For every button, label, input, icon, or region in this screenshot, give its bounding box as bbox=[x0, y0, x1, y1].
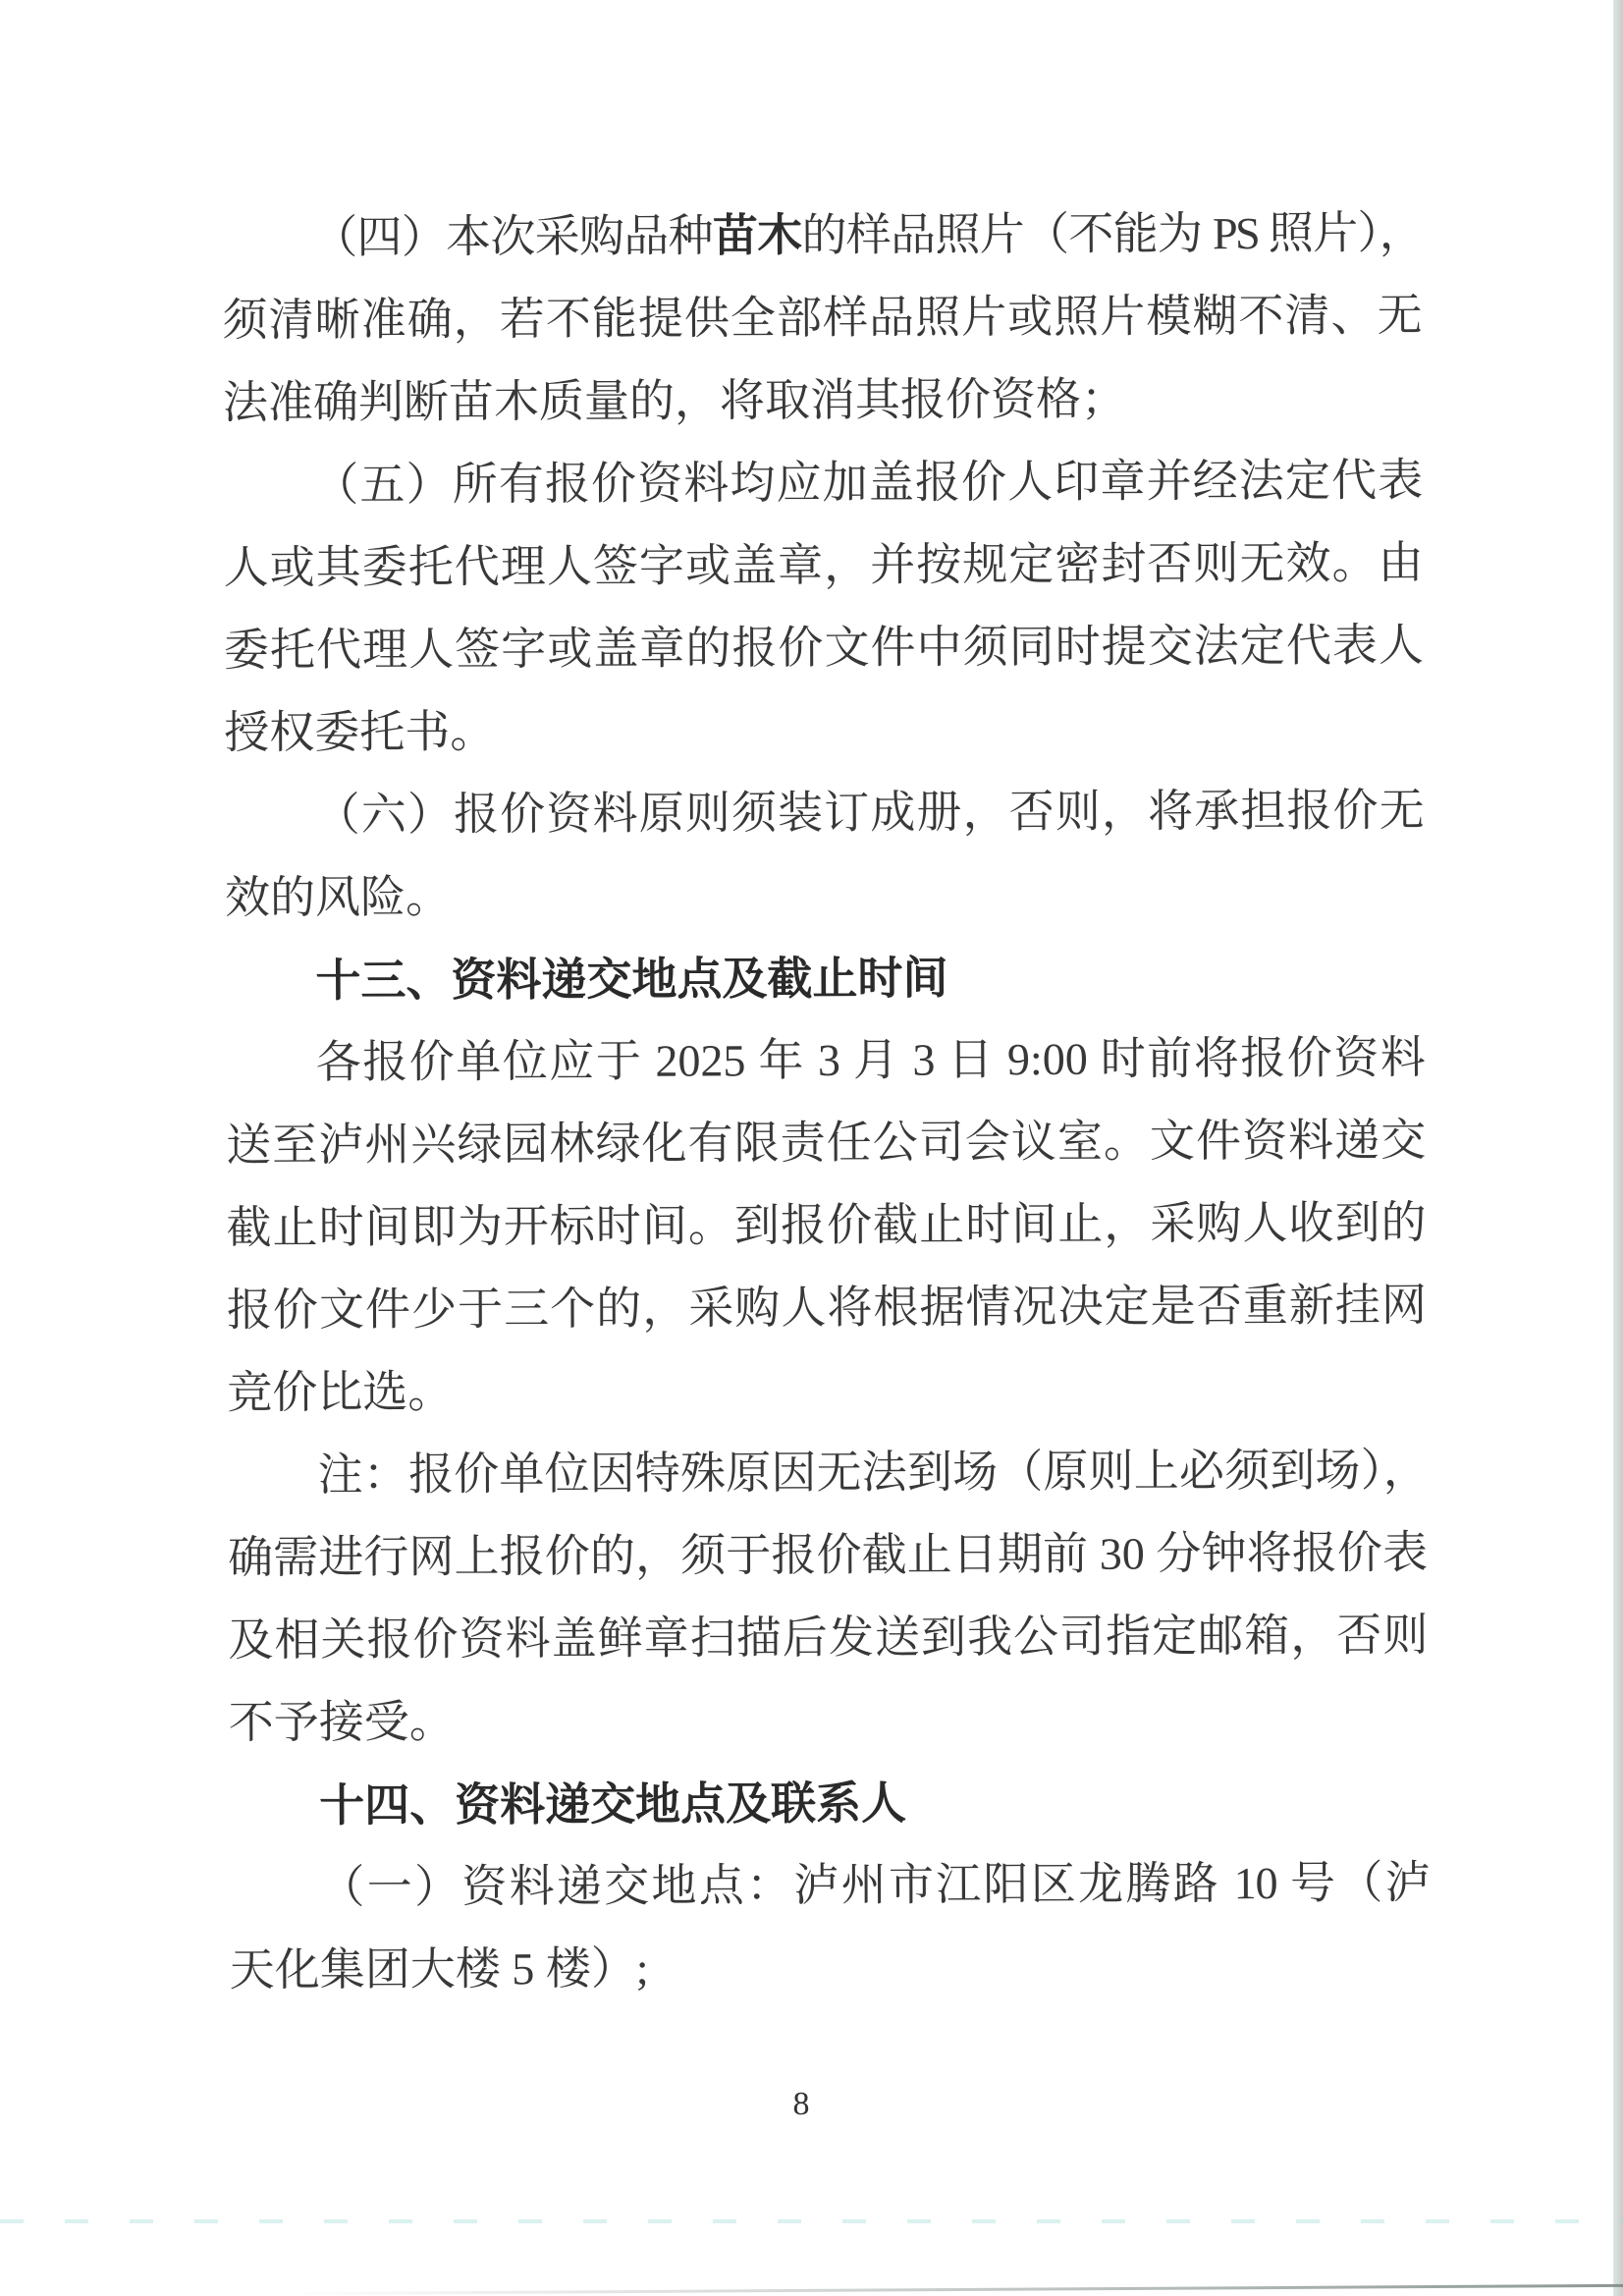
doc-line: 各报价单位应于 2025 年 3 月 3 日 9:00 时前将报价资料 bbox=[315, 1032, 1426, 1088]
page-number: 8 bbox=[792, 2086, 810, 2122]
doc-line: 竞价比选。 bbox=[227, 1366, 454, 1418]
doc-line: 授权委托书。 bbox=[224, 706, 496, 758]
doc-line: 天化集团大楼 5 楼）; bbox=[229, 1942, 649, 1995]
para-4-emphasis: 苗木 bbox=[712, 210, 802, 261]
scan-artifact-bottom-line bbox=[285, 2284, 1623, 2295]
section-14-heading: 十四、资料递交地点及联系人 bbox=[319, 1777, 907, 1831]
scan-artifact-dotted-line bbox=[0, 2219, 1623, 2223]
doc-line: （五）所有报价资料均应加盖报价人印章并经法定代表 bbox=[313, 455, 1424, 511]
doc-line: （一）资料递交地点：泸州市江阳区龙腾路 10 号（泸 bbox=[319, 1857, 1430, 1913]
para-4-text: （四）本次采购品种 bbox=[312, 210, 714, 263]
doc-line: 法准确判断苗木质量的，将取消其报价资格； bbox=[222, 373, 1126, 428]
doc-line: 效的风险。 bbox=[224, 871, 452, 923]
doc-line: 报价文件少于三个的，采购人将根据情况决定是否重新挂网 bbox=[226, 1280, 1428, 1336]
doc-line: 及相关报价资料盖鲜章扫描后发送到我公司指定邮箱，否则 bbox=[228, 1610, 1429, 1666]
doc-line: 不予接受。 bbox=[228, 1696, 455, 1748]
doc-line bbox=[222, 191, 1422, 279]
doc-line: 委托代理人签字或盖章的报价文件中须同时提交法定代表人 bbox=[223, 620, 1425, 676]
scan-edge-artifact-right bbox=[1613, 0, 1623, 2296]
doc-line: （六）报价资料原则须装订成册，否则，将承担报价无 bbox=[314, 785, 1425, 841]
doc-line: 送至泸州兴绿园林绿化有限责任公司会议室。文件资料递交 bbox=[226, 1115, 1427, 1171]
doc-line: 截止时间即为开标时间。到报价截止时间止，采购人收到的 bbox=[226, 1197, 1427, 1253]
para-4-text-after: 的样品照片（不能为 PS 照片）， bbox=[801, 207, 1423, 261]
section-13-heading: 十三、资料递交地点及截止时间 bbox=[315, 952, 948, 1007]
document-text-block bbox=[222, 191, 1430, 2011]
doc-line: 须清晰准确，若不能提供全部样品照片或照片模糊不清、无 bbox=[222, 290, 1423, 346]
doc-line: 注：报价单位因特殊原因无法到场（原则上必须到场）， bbox=[317, 1445, 1428, 1501]
doc-line: 确需进行网上报价的，须于报价截止日期前 30 分钟将报价表 bbox=[227, 1527, 1429, 1583]
doc-line: 人或其委托代理人签字或盖章，并按规定密封否则无效。由 bbox=[223, 537, 1424, 593]
